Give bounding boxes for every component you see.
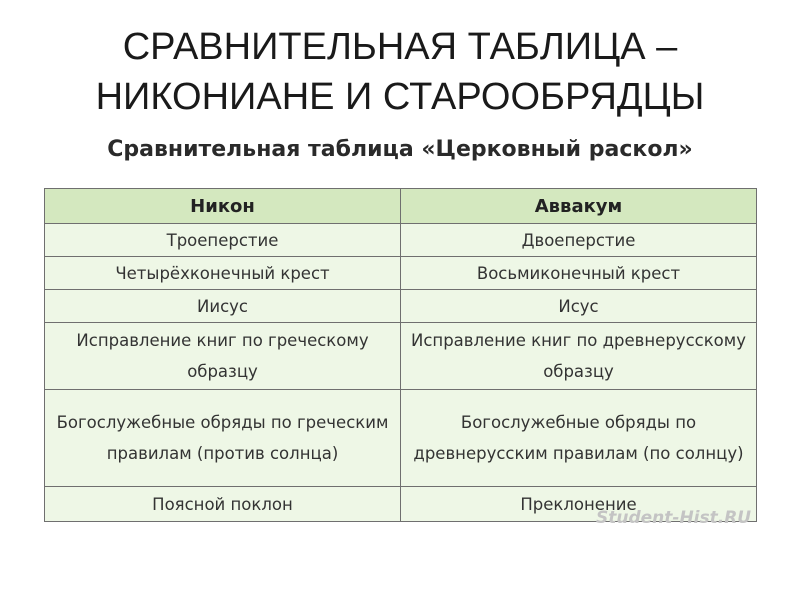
table-header-row: [45, 189, 757, 224]
table-cell-nikon: Исправление книг по греческому образцу: [45, 323, 401, 390]
table-row: [45, 323, 757, 390]
header-nikon: Никон: [45, 189, 401, 224]
table-cell-avvakum: Двоеперстие: [401, 224, 757, 257]
table-cell-avvakum: Исправление книг по древнерусскому образцу: [401, 323, 757, 390]
slide-title-line-2: НИКОНИАНЕ И СТАРООБРЯДЦЫ: [95, 76, 705, 118]
comparison-table: [44, 188, 757, 522]
slide-title: [0, 22, 800, 122]
table-cell-nikon: Иисус: [45, 290, 401, 323]
table-row: [45, 390, 757, 487]
watermark: Student-Hist.RU: [596, 508, 752, 528]
slide-title-line-1: СРАВНИТЕЛЬНАЯ ТАБЛИЦА –: [122, 26, 678, 68]
table-cell-nikon: Богослужебные обряды по греческим правилам (против солнца): [45, 390, 401, 487]
table-row: [45, 290, 757, 323]
table-cell-avvakum: Исус: [401, 290, 757, 323]
table-cell-avvakum: Преклонение: [401, 487, 757, 522]
table-row: [45, 224, 757, 257]
table-cell-nikon: Троеперстие: [45, 224, 401, 257]
table-cell-avvakum: Восьмиконечный крест: [401, 257, 757, 290]
table-cell-avvakum: Богослужебные обряды по древнерусским правилам (по солнцу): [401, 390, 757, 487]
table-caption: Сравнительная таблица «Церковный раскол»: [107, 137, 693, 162]
table-row: [45, 257, 757, 290]
header-avvakum: Аввакум: [401, 189, 757, 224]
table-cell-nikon: Поясной поклон: [45, 487, 401, 522]
table-cell-nikon: Четырёхконечный крест: [45, 257, 401, 290]
